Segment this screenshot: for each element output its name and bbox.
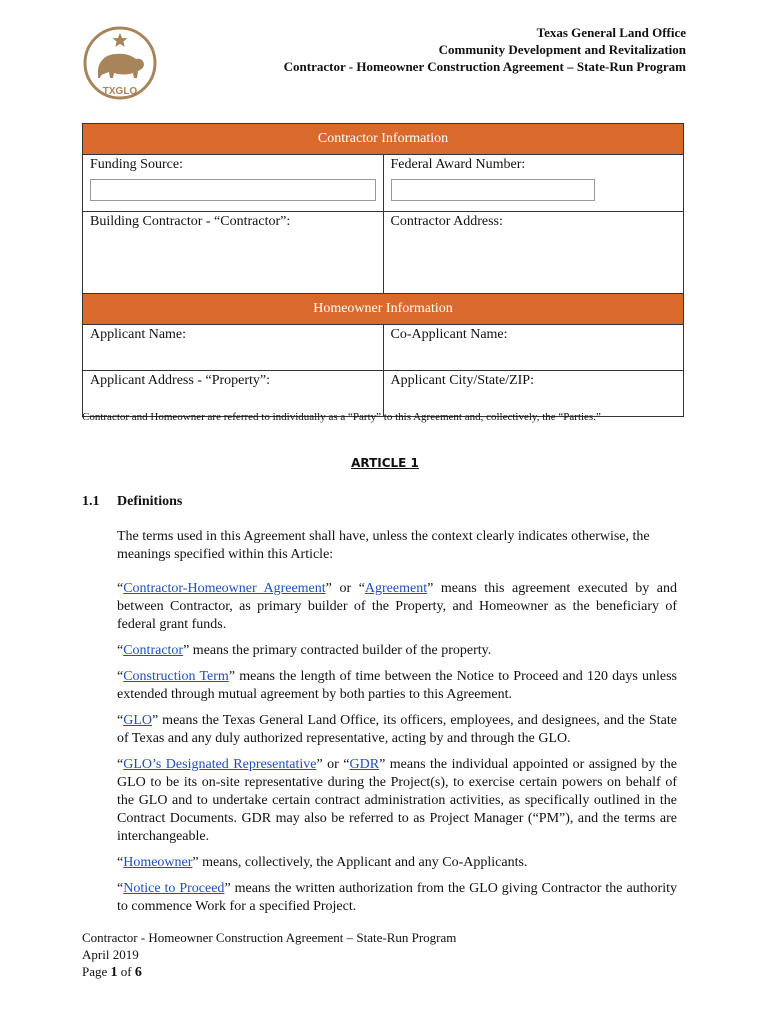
funding-source-label: Funding Source: — [90, 157, 183, 172]
page-of: of — [120, 964, 132, 979]
term-agreement-link[interactable]: Agreement — [364, 581, 428, 596]
article-heading: ARTICLE 1 — [351, 456, 419, 470]
definitions-body — [117, 528, 677, 924]
federal-award-input[interactable] — [391, 179, 595, 201]
term-gdr-link[interactable]: GDR — [349, 757, 380, 772]
or-joiner: ” or “ — [325, 581, 365, 596]
page-current: 1 — [110, 965, 118, 980]
building-contractor-label: Building Contractor - “Contractor”: — [90, 214, 291, 229]
page-total: 6 — [134, 965, 142, 980]
applicant-name-label: Applicant Name: — [90, 327, 187, 342]
section-number: 1.1 — [82, 494, 100, 509]
agreement-info-table — [82, 123, 684, 417]
federal-award-label: Federal Award Number: — [390, 157, 526, 172]
definition-text: ” means this agreement executed by and between Contractor, as primary builder of the Property, and Homeowner as the beneficiary of federal grant funds. — [117, 581, 677, 632]
applicant-city-label: Applicant City/State/ZIP: — [390, 373, 534, 388]
definition-agreement — [117, 580, 677, 634]
logo-text: TXGLO — [102, 86, 138, 97]
definition-text: ” means the individual appointed or assigned by the GLO to be its on-site representative during the Project(s), to exercise certain powers on behalf of the GLO and to undertake certain contract administration activities, as specifically outlined in the Contract Documents. GDR may also be referred to as Project Manager (“PM”), and the terms are interchangeable. — [117, 757, 678, 844]
contractor-information-band: Contractor Information — [83, 124, 684, 155]
header-line-2: Community Development and Revitalization — [438, 42, 686, 57]
coapplicant-name-cell[interactable] — [383, 325, 684, 371]
building-contractor-cell[interactable] — [83, 212, 384, 294]
section-title: Definitions — [117, 494, 183, 509]
bison-icon — [98, 54, 144, 78]
applicant-address-label: Applicant Address - “Property”: — [90, 373, 271, 388]
term-contractor-link[interactable]: Contractor — [123, 643, 184, 658]
page-footer — [82, 929, 456, 981]
coapplicant-name-label: Co-Applicant Name: — [390, 327, 508, 342]
contractor-address-cell[interactable] — [383, 212, 684, 294]
header-line-3: Contractor - Homeowner Construction Agreement – State-Run Program — [283, 59, 686, 74]
term-construction-term-link[interactable]: Construction Term — [123, 669, 229, 684]
parties-note: Contractor and Homeowner are referred to individually as a “Party” to this Agreement and, collectively, the “Parties.” — [82, 411, 601, 423]
definition-glo: “GLO” means the Texas General Land Office, its officers, employees, and designees, and the State of Texas and any duly authorized representative, acting by and through the GLO. — [117, 713, 677, 746]
homeowner-information-band: Homeowner Information — [83, 294, 684, 325]
term-glo-designated-representative-link[interactable]: GLO’s Designated Representative — [123, 757, 317, 772]
contractor-address-label: Contractor Address: — [390, 214, 503, 229]
header-line-1: Texas General Land Office — [536, 25, 686, 40]
applicant-name-cell[interactable] — [83, 325, 384, 371]
term-homeowner-link[interactable]: Homeowner — [123, 855, 193, 870]
term-notice-to-proceed-link[interactable]: Notice to Proceed — [123, 881, 225, 896]
footer-title: Contractor - Homeowner Construction Agreement – State-Run Program — [82, 930, 457, 945]
definition-homeowner: “Homeowner” means, collectively, the Applicant and any Co-Applicants. — [117, 855, 528, 870]
definition-gdr: “GLO’s Designated Representative” or “GDR” means the individual appointed or assigned by the GLO to be its on-site representative during the Project(s), to exercise certain powers on behalf of the GLO and to undertake certain contract administration activities, as specifically outlined in the Contract Documents. GDR may also be referred to as Project Manager (“PM”), and the terms are interchangeable. — [117, 757, 678, 844]
footer-date: April 2019 — [82, 947, 139, 962]
definition-text: ” means the primary contracted builder of the property. — [183, 643, 492, 658]
definitions-intro: The terms used in this Agreement shall have, unless the context clearly indicates otherwise, the meanings specified within this Article: — [117, 529, 650, 562]
open-quote: “ — [117, 581, 124, 596]
definition-text: ” means, collectively, the Applicant and any Co-Applicants. — [192, 855, 528, 870]
page-counter — [82, 963, 456, 981]
term-contractor-homeowner-agreement-link[interactable]: Contractor-Homeowner Agreement — [123, 581, 326, 596]
page-label: Page — [82, 964, 108, 979]
definition-construction-term: “Construction Term” means the length of time between the Notice to Proceed and 120 days unless extended through mutual agreement by both parties to this Agreement. — [117, 669, 677, 702]
federal-award-cell — [383, 155, 684, 212]
funding-source-input[interactable] — [90, 179, 376, 201]
definition-text: ” means the Texas General Land Office, its officers, employees, and designees, and the State of Texas and any duly authorized representative, acting by and through the GLO. — [117, 713, 677, 746]
definition-notice-to-proceed: “Notice to Proceed” means the written authorization from the GLO giving Contractor the authority to commence Work for a specified Project. — [117, 881, 677, 914]
star-icon — [113, 33, 128, 47]
definition-text: ” means the written authorization from the GLO giving Contractor the authority to commence Work for a specified Project. — [117, 881, 677, 914]
definition-contractor: “Contractor” means the primary contracted builder of the property. — [117, 643, 492, 658]
applicant-address-cell[interactable] — [83, 371, 384, 417]
or-joiner: ” or “ — [316, 757, 350, 772]
document-header — [284, 24, 686, 75]
txglo-logo — [82, 22, 158, 104]
applicant-city-cell[interactable] — [383, 371, 684, 417]
funding-source-cell — [83, 155, 384, 212]
definition-text: ” means the length of time between the Notice to Proceed and 120 days unless extended through mutual agreement by both parties to this Agreement. — [117, 669, 677, 702]
term-glo-link[interactable]: GLO — [123, 713, 152, 728]
